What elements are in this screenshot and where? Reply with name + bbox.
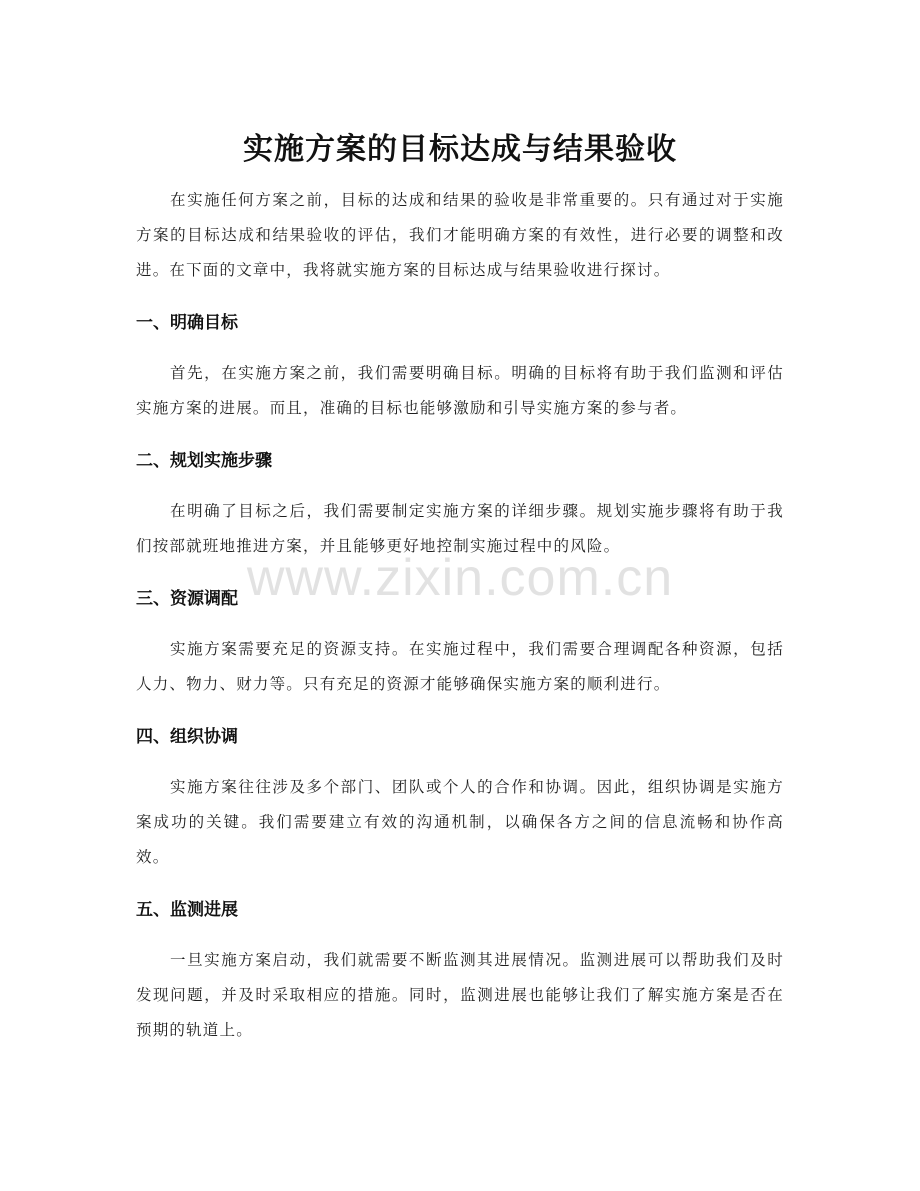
intro-paragraph: 在实施任何方案之前，目标的达成和结果的验收是非常重要的。只有通过对于实施方案的目标达成和结果验收的评估，我们才能明确方案的有效性，进行必要的调整和改进。在下面的文章中，我将就实施方案的目标达成与结果验收进行探讨。 (136, 191, 784, 279)
section-body-4: 实施方案往往涉及多个部门、团队或个人的合作和协调。因此，组织协调是实施方案成功的关键。我们需要建立有效的沟通机制，以确保各方之间的信息流畅和协作高效。 (136, 778, 784, 866)
section-heading-3: 三、资源调配 (136, 589, 238, 609)
section-body-2: 在明确了目标之后，我们需要制定实施方案的详细步骤。规划实施步骤将有助于我们按部就班地推进方案，并且能够更好地控制实施过程中的风险。 (136, 502, 784, 555)
section-heading-4: 四、组织协调 (136, 727, 238, 747)
section-body-5: 一旦实施方案启动，我们就需要不断监测其进展情况。监测进展可以帮助我们及时发现问题，并及时采取相应的措施。同时，监测进展也能够让我们了解实施方案是否在预期的轨道上。 (136, 951, 784, 1039)
page-title: 实施方案的目标达成与结果验收 (243, 132, 677, 168)
section-heading-2: 二、规划实施步骤 (136, 451, 272, 471)
section-heading-1: 一、明确目标 (136, 313, 238, 333)
section-body-1: 首先，在实施方案之前，我们需要明确目标。明确的目标将有助于我们监测和评估实施方案的进展。而且，准确的目标也能够激励和引导实施方案的参与者。 (136, 364, 784, 417)
section-body-3: 实施方案需要充足的资源支持。在实施过程中，我们需要合理调配各种资源，包括人力、物力、财力等。只有充足的资源才能够确保实施方案的顺利进行。 (136, 640, 784, 693)
watermark-text: www.zixin.com.cn (246, 549, 674, 607)
section-heading-5: 五、监测进展 (136, 900, 238, 920)
